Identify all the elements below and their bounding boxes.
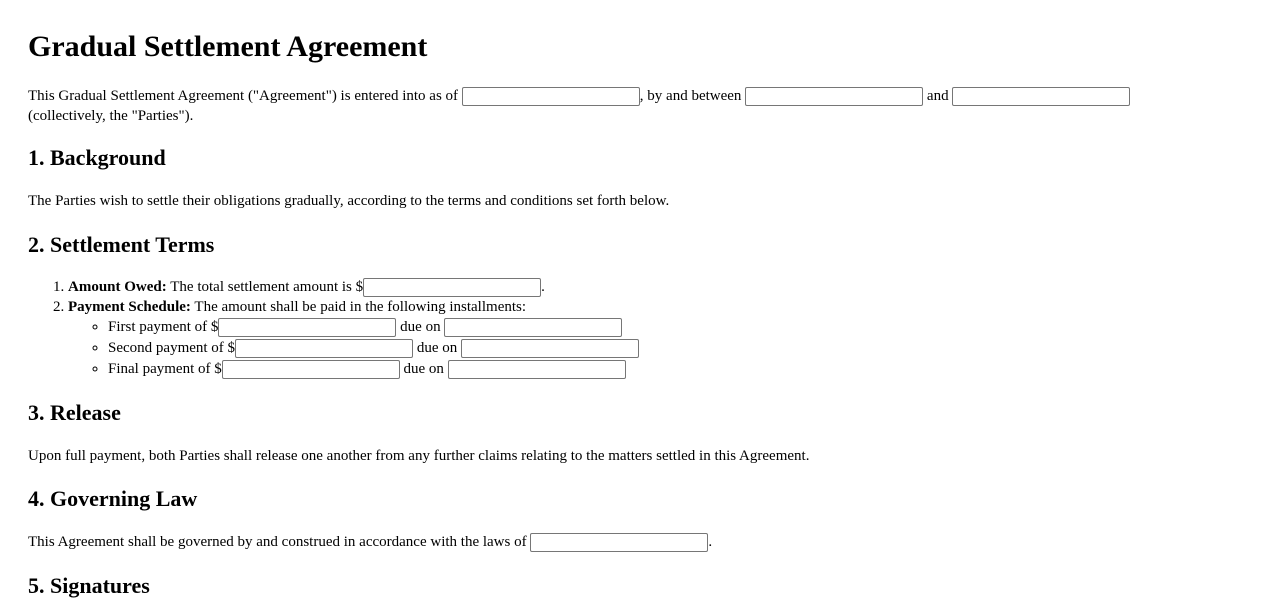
installment-label: Second payment of $: [108, 339, 236, 356]
section-heading-settlement-terms: 2. Settlement Terms: [28, 231, 215, 257]
section-heading-signatures: 5. Signatures: [28, 572, 150, 598]
final-payment-date-input[interactable]: [448, 360, 626, 379]
installment-item: [108, 359, 1250, 380]
second-payment-amount-input[interactable]: [235, 339, 413, 358]
installment-due-text: due on: [400, 318, 441, 335]
installment-label: First payment of $: [108, 318, 219, 335]
installment-due-text: due on: [403, 360, 444, 377]
section-heading-governing-law: 4. Governing Law: [28, 486, 198, 512]
intro-paragraph: [28, 86, 1250, 126]
amount-owed-period: .: [541, 278, 545, 295]
settlement-terms-list: [28, 277, 1250, 380]
agreement-date-input[interactable]: [462, 87, 640, 106]
installment-item: [108, 338, 1250, 359]
first-payment-date-input[interactable]: [444, 318, 622, 337]
intro-text-by-and-between: , by and between: [639, 88, 742, 104]
amount-owed-label: Amount Owed:: [68, 278, 167, 295]
installment-list: [68, 317, 1250, 380]
release-paragraph: Upon full payment, both Parties shall release one another from any further claims relating to the matters settled in this Agreement.: [28, 447, 810, 464]
page-title: Gradual Settlement Agreement: [28, 30, 428, 63]
term-payment-schedule: [68, 297, 1250, 380]
installment-label: Final payment of $: [108, 360, 222, 377]
section-heading-background: 1. Background: [28, 145, 166, 171]
second-payment-date-input[interactable]: [461, 339, 639, 358]
party-two-input[interactable]: [952, 87, 1130, 106]
intro-text-and: and: [926, 88, 949, 104]
first-payment-amount-input[interactable]: [218, 318, 396, 337]
governing-law-jurisdiction-input[interactable]: [530, 533, 708, 552]
section-heading-release: 3. Release: [28, 399, 121, 425]
total-amount-input[interactable]: [363, 278, 541, 297]
payment-schedule-text: The amount shall be paid in the following installments:: [194, 298, 527, 315]
party-one-input[interactable]: [745, 87, 923, 106]
governing-law-text: This Agreement shall be governed by and construed in accordance with the laws of: [28, 534, 527, 551]
installment-due-text: due on: [416, 339, 458, 356]
installment-item: [108, 317, 1250, 338]
final-payment-amount-input[interactable]: [222, 360, 400, 379]
intro-text-collectively: (collectively, the "Parties").: [28, 108, 194, 125]
payment-schedule-label: Payment Schedule:: [68, 298, 191, 315]
term-amount-owed: [68, 277, 1250, 297]
amount-owed-text: The total settlement amount is $: [170, 278, 364, 295]
governing-law-paragraph: [28, 533, 1250, 553]
background-paragraph: The Parties wish to settle their obligations gradually, according to the terms and conditions set forth below.: [28, 193, 670, 210]
intro-text-before-date: This Gradual Settlement Agreement ("Agreement") is entered into as of: [28, 88, 459, 104]
governing-law-period: .: [708, 534, 713, 551]
